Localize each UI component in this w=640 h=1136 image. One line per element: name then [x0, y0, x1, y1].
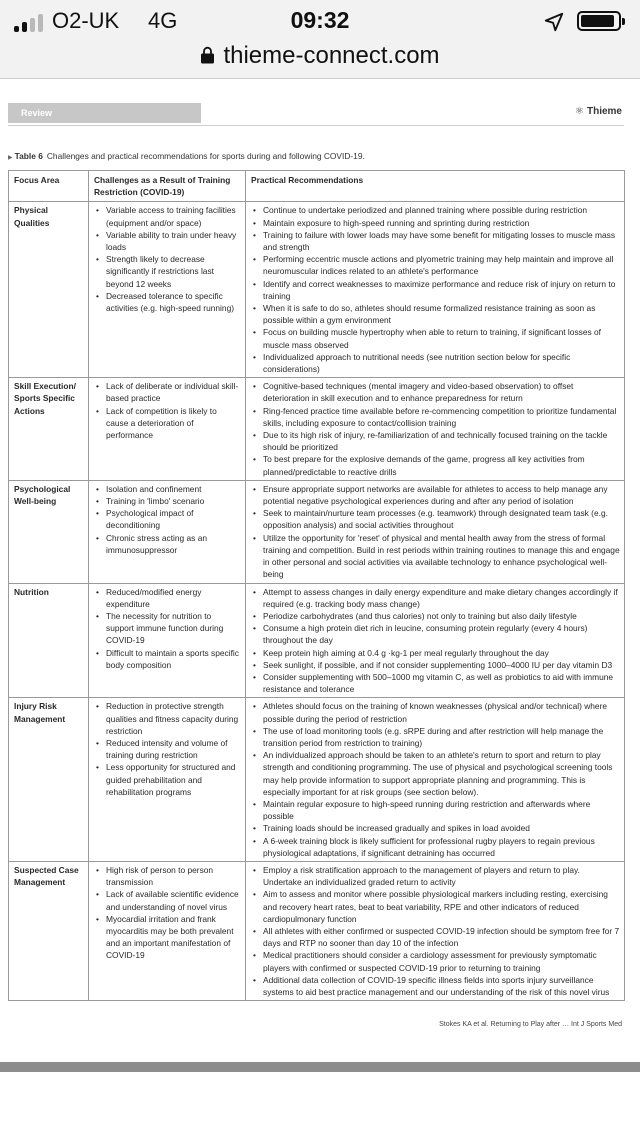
- challenge-item: • Lack of deliberate or individual skill-based practice: [94, 380, 241, 404]
- challenge-item: • Less opportunity for structured and guided prehabilitation and rehabilitation programs: [94, 761, 241, 798]
- focus-area-cell: Nutrition: [9, 583, 89, 698]
- challenge-item: • Myocardial irritation and frank myocarditis may be both prevalent and an important manifestation of COVID-19: [94, 913, 241, 962]
- recommendation-item: • Seek to maintain/nurture team processes (e.g. teamwork) through designated team task (e.g. opposition analysis) and social activities throughout: [251, 507, 620, 531]
- thieme-logo-icon: ⚛: [575, 106, 584, 117]
- carrier-name: O2-UK: [52, 8, 120, 33]
- challenge-item: • Psychological impact of deconditioning: [94, 507, 241, 531]
- challenges-cell: [89, 698, 246, 862]
- recommendations-cell: [246, 378, 625, 481]
- recommendation-item: • A 6-week training block is likely sufficient for professional rugby players to regain previous physiological adaptations, if significant detraining has occurred: [251, 835, 620, 859]
- challenges-cell: [89, 583, 246, 698]
- footer-citation: Stokes KA et al. Returning to Play after … Int J Sports Med: [439, 1021, 622, 1028]
- challenge-item: • Chronic stress acting as an immunosuppressor: [94, 532, 241, 556]
- challenges-cell: [89, 378, 246, 481]
- recommendation-item: • Identify and correct weaknesses to maximize performance and reduce risk of injury on return to training: [251, 278, 620, 302]
- header-divider: [8, 125, 624, 126]
- bullet-list: [251, 380, 620, 478]
- location-arrow-icon: [543, 11, 565, 33]
- focus-area-cell: Physical Qualities: [9, 202, 89, 378]
- column-header-challenges: Challenges as a Result of Training Restriction (COVID-19): [89, 171, 246, 202]
- challenges-cell: [89, 480, 246, 583]
- challenge-item: • High risk of person to person transmission: [94, 864, 241, 888]
- table-row: [9, 698, 625, 862]
- status-bar: [0, 0, 640, 40]
- focus-area-cell: Skill Execution/ Sports Specific Actions: [9, 378, 89, 481]
- bullet-list: [251, 864, 620, 998]
- address-bar[interactable]: [0, 40, 640, 79]
- recommendation-item: • Aim to assess and monitor where possible physiological markers including resting, exercising and recovery heart rates, beat to beat variability, RPE and other indicators of reduced cardiopulmonary function: [251, 888, 620, 925]
- recommendation-item: • Ensure appropriate support networks are available for athletes to access to help manage any potential negative psychological experiences during and after any period of isolation: [251, 483, 620, 507]
- focus-area-cell: Psychological Well-being: [9, 480, 89, 583]
- network-type: 4G: [148, 8, 178, 33]
- recommendation-item: • Employ a risk stratification approach to the management of players and return to play. Undertake an individualized graded return to activity: [251, 864, 620, 888]
- bullet-list: [251, 204, 620, 375]
- table-header-row: [9, 171, 625, 202]
- recommendations-cell: [246, 202, 625, 378]
- bullet-list: [94, 586, 241, 671]
- table-row: [9, 861, 625, 1000]
- lock-icon: [200, 46, 215, 64]
- table-row: [9, 583, 625, 698]
- recommendation-item: • Maintain exposure to high-speed running and sprinting during restriction: [251, 217, 620, 229]
- challenge-item: • Training in 'limbo' scenario: [94, 495, 241, 507]
- challenge-item: • Decreased tolerance to specific activities (e.g. high-speed running): [94, 290, 241, 314]
- recommendations-cell: [246, 861, 625, 1000]
- recommendation-item: • Focus on building muscle hypertrophy when able to return to training, if significant losses of muscle mass observed: [251, 326, 620, 350]
- bullet-list: [251, 483, 620, 581]
- column-header-focus-area: Focus Area: [9, 171, 89, 202]
- table-caption: [8, 151, 365, 161]
- brand-name: Thieme: [586, 106, 622, 117]
- recommendation-item: • Continue to undertake periodized and planned training where possible during restriction: [251, 204, 620, 216]
- recommendation-item: • Training loads should be increased gradually and spikes in load avoided: [251, 822, 620, 834]
- section-tab: Review: [8, 103, 201, 123]
- challenge-item: • Strength likely to decrease significantly if restrictions last beyond 12 weeks: [94, 253, 241, 290]
- caption-triangle-icon: ▶: [8, 155, 13, 161]
- url-text[interactable]: thieme-connect.com: [223, 42, 440, 69]
- recommendation-item: • Attempt to assess changes in daily energy expenditure and make dietary changes accordingly if required (e.g. tracking body mass change): [251, 586, 620, 610]
- table-row: [9, 480, 625, 583]
- table-row: [9, 202, 625, 378]
- recommendation-item: • The use of load monitoring tools (e.g. sRPE during and after restriction will help manage the transition period from restriction to training): [251, 725, 620, 749]
- recommendation-item: • Performing eccentric muscle actions and plyometric training may help maintain and improve all neuromuscular indices related to an athlete's performance: [251, 253, 620, 277]
- bullet-list: [251, 700, 620, 859]
- table-label: Table 6: [14, 151, 43, 161]
- recommendation-item: • All athletes with either confirmed or suspected COVID-19 infection should be symptom free for 7 days and RTP no sooner than day 10 of the infection: [251, 925, 620, 949]
- focus-area-cell: Injury Risk Management: [9, 698, 89, 862]
- page-separator-bar: [0, 1062, 640, 1072]
- challenge-item: • Reduction in protective strength qualities and fitness capacity during restriction: [94, 700, 241, 737]
- challenge-item: • Difficult to maintain a sports specific body composition: [94, 647, 241, 671]
- recommendation-item: • Seek sunlight, if possible, and if not consider supplementing 1000–4000 IU per day vitamin D3: [251, 659, 620, 671]
- battery-level-fill: [581, 15, 614, 27]
- recommendation-item: • Keep protein high aiming at 0.4 g ·kg-1 per meal regularly throughout the day: [251, 647, 620, 659]
- challenge-item: • Lack of competition is likely to cause a deterioration of performance: [94, 405, 241, 442]
- recommendation-item: • When it is safe to do so, athletes should resume formalized resistance training as soon as possible within a gym environment: [251, 302, 620, 326]
- address-bar-content[interactable]: [0, 42, 640, 70]
- recommendation-item: • Cognitive-based techniques (mental imagery and video-based observation) to offset deterioration in skill execution and to enhance preparedness for return: [251, 380, 620, 404]
- recommendations-table: [8, 170, 625, 1001]
- recommendation-item: • Consume a high protein diet rich in leucine, consuming protein regularly (every 4 hours) throughout the day: [251, 622, 620, 646]
- challenge-item: • Reduced/modified energy expenditure: [94, 586, 241, 610]
- battery-icon: [577, 11, 621, 31]
- challenge-item: • Variable ability to train under heavy loads: [94, 229, 241, 253]
- table-row: [9, 378, 625, 481]
- recommendations-cell: [246, 480, 625, 583]
- recommendation-item: • Utilize the opportunity for 'reset' of physical and mental health away from the stress of formal training and competition. Build in rest periods within training routines to manage this and engage in other personal and social activities via available technology to enhance psychological well-being: [251, 532, 620, 581]
- challenge-item: • Isolation and confinement: [94, 483, 241, 495]
- recommendations-cell: [246, 583, 625, 698]
- table-caption-text: Challenges and practical recommendations for sports during and following COVID-19.: [46, 151, 365, 161]
- recommendation-item: • Medical practitioners should consider a cardiology assessment for previously symptomatic players with confirmed or suspected COVID-19 prior to returning to training: [251, 949, 620, 973]
- challenge-item: • Lack of available scientific evidence and understanding of novel virus: [94, 888, 241, 912]
- recommendation-item: • Additional data collection of COVID-19 specific illness fields into sports injury surveillance systems to aid best practice management and our understanding of the risk of this novel virus: [251, 974, 620, 998]
- challenge-item: • Variable access to training facilities (equipment and/or space): [94, 204, 241, 228]
- recommendation-item: • To best prepare for the explosive demands of the game, progress all key activities from planned/predictable to reactive drills: [251, 453, 620, 477]
- bullet-list: [94, 483, 241, 556]
- challenge-item: • The necessity for nutrition to support immune function during COVID-19: [94, 610, 241, 647]
- bullet-list: [94, 864, 241, 962]
- challenge-item: • Reduced intensity and volume of training during restriction: [94, 737, 241, 761]
- challenges-cell: [89, 202, 246, 378]
- bullet-list: [94, 700, 241, 798]
- bullet-list: [94, 204, 241, 314]
- status-time: 09:32: [290, 7, 350, 33]
- recommendation-item: • Consider supplementing with 500–1000 mg vitamin C, as well as probiotics to aid with immune resistance and tolerance: [251, 671, 620, 695]
- column-header-recommendations: Practical Recommendations: [246, 171, 625, 202]
- recommendation-item: • Ring-fenced practice time available before re-commencing competition to prioritize fundamental skills, including exposure to contact/collision training: [251, 405, 620, 429]
- recommendation-item: • Athletes should focus on the training of known weaknesses (physical and/or technical) where possible during the period of restriction: [251, 700, 620, 724]
- challenges-cell: [89, 861, 246, 1000]
- recommendation-item: • Due to its high risk of injury, re-familiarization of and technically focused training on the tackle should be prioritized: [251, 429, 620, 453]
- bullet-list: [251, 586, 620, 696]
- recommendation-item: • Training to failure with lower loads may have some benefit for mitigating losses to muscle mass and strength: [251, 229, 620, 253]
- recommendation-item: • Maintain regular exposure to high-speed running during restriction and afterwards where possible: [251, 798, 620, 822]
- recommendations-cell: [246, 698, 625, 862]
- bullet-list: [94, 380, 241, 441]
- recommendation-item: • Individualized approach to nutritional needs (see nutrition section below for specific considerations): [251, 351, 620, 375]
- recommendation-item: • An individualized approach should be taken to an athlete's return to sport and return to play strength and conditioning programming. The use of physical and psychological screening tools may help provide information to support appropriate planning and programming. This is especially important for at risk groups (see section below).: [251, 749, 620, 798]
- publisher-brand: [575, 106, 622, 117]
- focus-area-cell: Suspected Case Management: [9, 861, 89, 1000]
- recommendation-item: • Periodize carbohydrates (and thus calories) not only to training but also daily lifestyle: [251, 610, 620, 622]
